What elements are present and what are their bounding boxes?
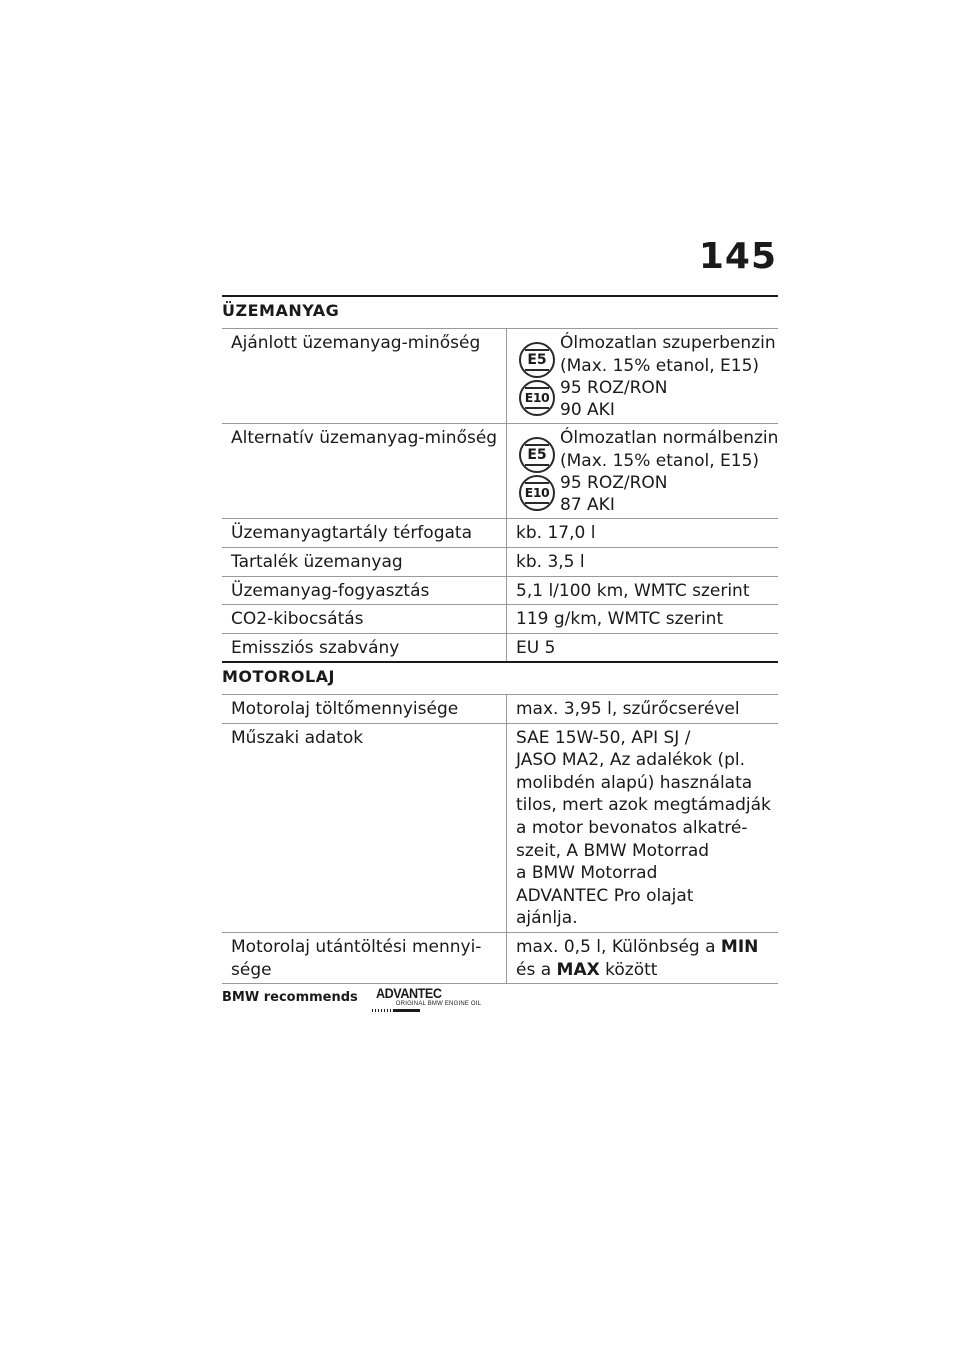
spec-line: szeit, A BMW Motorrad	[516, 840, 710, 861]
min-mark: MIN	[720, 936, 759, 957]
fuel-line: 90 AKI	[560, 400, 615, 421]
max-mark: MAX	[556, 959, 600, 980]
reserve-fuel-label: Tartalék üzemanyag	[222, 547, 507, 576]
fuel-line: (Max. 15% etanol, E15)	[560, 355, 760, 376]
oil-topup-value: max. 0,5 l, Különbség a MIN és a MAX között	[507, 932, 779, 983]
oil-section-title: MOTOROLAJ	[222, 661, 778, 689]
recommended-fuel-label: Ajánlott üzemanyag-minőség	[222, 329, 507, 424]
spec-line: molibdén alapú) használata	[516, 772, 753, 793]
table-row	[222, 424, 778, 519]
advantec-bar-icon	[394, 1009, 420, 1012]
tank-capacity-label: Üzemanyagtartály térfogata	[222, 519, 507, 548]
fuel-section	[222, 295, 778, 662]
fuel-consumption-label: Üzemanyag-fogyasztás	[222, 576, 507, 605]
fuel-section-title: ÜZEMANYAG	[222, 295, 778, 323]
table-row	[222, 547, 778, 576]
oil-specs-label: Műszaki adatok	[222, 723, 507, 932]
table-row	[222, 605, 778, 634]
reserve-fuel-value: kb. 3,5 l	[507, 547, 779, 576]
spec-line: SAE 15W-50, API SJ /	[516, 727, 691, 748]
fuel-line: 87 AKI	[560, 495, 615, 516]
oil-capacity-value: max. 3,95 l, szűrőcserével	[507, 695, 779, 724]
oil-topup-label: Motorolaj utántöltési mennyi- sége	[222, 932, 507, 983]
oil-specs-value	[507, 723, 779, 932]
emission-standard-value: EU 5	[507, 633, 779, 662]
page-number: 145	[698, 236, 777, 277]
co2-emission-label: CO2-kibocsátás	[222, 605, 507, 634]
spec-line: ADVANTEC Pro olajat	[516, 885, 694, 906]
table-row	[222, 633, 778, 662]
table-row	[222, 932, 778, 983]
fuel-line: (Max. 15% etanol, E15)	[560, 450, 760, 471]
recommends-text: BMW recommends	[222, 990, 358, 1005]
fuel-line: Ólmozatlan normálbenzin	[560, 428, 779, 449]
bmw-recommends-footer	[222, 985, 482, 1015]
e5-fuel-icon: E5	[519, 437, 555, 473]
table-row	[222, 723, 778, 932]
recommended-fuel-value	[516, 332, 778, 421]
fuel-line: Ólmozatlan szuperbenzin	[560, 333, 776, 353]
co2-emission-value: 119 g/km, WMTC szerint	[507, 605, 779, 634]
fuel-consumption-value: 5,1 l/100 km, WMTC szerint	[507, 576, 779, 605]
advantec-logo	[368, 985, 482, 1015]
table-row	[222, 576, 778, 605]
oil-section	[222, 661, 778, 984]
oil-capacity-label: Motorolaj töltőmennyisége	[222, 695, 507, 724]
advantec-logo-subtitle: ORIGINAL BMW ENGINE OIL	[395, 1001, 482, 1007]
e5-fuel-icon: E5	[519, 342, 555, 378]
table-row	[222, 695, 778, 724]
tank-capacity-value: kb. 17,0 l	[507, 519, 779, 548]
spec-line: a motor bevonatos alkatré-	[516, 817, 748, 838]
fuel-table	[222, 328, 778, 662]
alternative-fuel-value	[516, 427, 778, 516]
alternative-fuel-label: Alternatív üzemanyag-minőség	[222, 424, 507, 519]
spec-line: a BMW Motorrad	[516, 863, 658, 884]
fuel-line: 95 ROZ/RON	[560, 378, 668, 399]
table-row	[222, 519, 778, 548]
table-row	[222, 329, 778, 424]
spec-line: JASO MA2, Az adalékok (pl.	[516, 750, 746, 771]
oil-table	[222, 694, 778, 984]
spec-line: tilos, mert azok megtámadják	[516, 795, 771, 816]
e10-fuel-icon: E10	[519, 475, 555, 511]
advantec-logo-word: ADVANTEC	[375, 985, 442, 1001]
spec-line: ajánlja.	[516, 908, 578, 929]
fuel-line: 95 ROZ/RON	[560, 473, 668, 494]
emission-standard-label: Emissziós szabvány	[222, 633, 507, 662]
e10-fuel-icon: E10	[519, 380, 555, 416]
